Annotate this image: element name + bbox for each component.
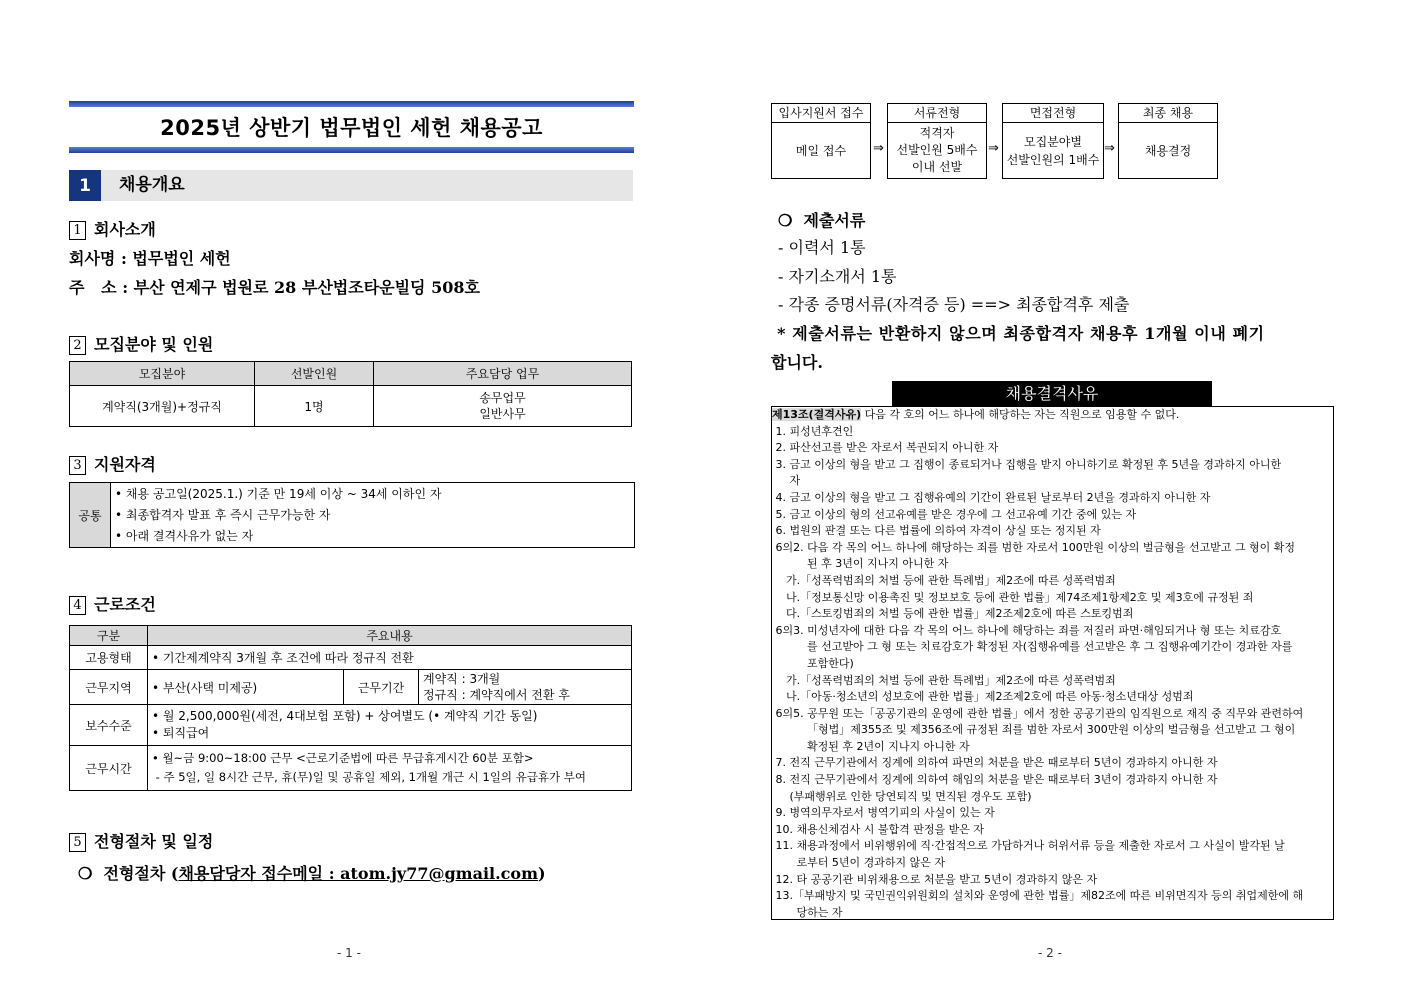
- qualify-item: • 채용 공고일(2025.1.) 기준 만 19세 이상 ~ 34세 이하인 자: [115, 486, 442, 501]
- reason-line: 8. 전직 근무기관에서 징계에 의하여 해임의 처분을 받은 때로부터 3년이 경과하지 아니한 자: [772, 773, 1218, 787]
- table-header: 모집분야: [70, 362, 255, 386]
- reason-line: 를 선고받아 그 형 또는 치료감호가 확정된 자(집행유예를 선고받은 후 그 집행유예기간이 경과한 자를: [772, 640, 1293, 654]
- reason-line: 나.「정보통신망 이용촉진 및 정보보호 등에 관한 법률」제74조제1항제2호 및 제3호에 규정된 죄: [772, 590, 1254, 604]
- reason-line: 로부터 5년이 경과하지 않은 자: [772, 856, 945, 870]
- step-title: 최종 채용: [1119, 104, 1217, 123]
- hours-values: [148, 746, 632, 791]
- page-number-2: - 2 -: [1038, 946, 1062, 960]
- reason-line: 6의3. 미성년자에 대한 다음 각 목의 어느 하나에 해당하는 죄를 저질러 파면·해임되거나 형 또는 치료감호: [772, 623, 1282, 637]
- period-item: 정규직 : 계약직에서 전환 후: [423, 688, 570, 702]
- region-value: • 부산(사택 미제공): [148, 670, 344, 705]
- step-title: 입사지원서 접수: [772, 104, 870, 123]
- step-body: [1119, 123, 1217, 178]
- heading-number-box: 1: [69, 221, 86, 240]
- qualify-label: 공통: [70, 483, 111, 548]
- conditions-heading: [69, 592, 156, 615]
- step-body-line: 메일 접수: [795, 143, 847, 158]
- heading-number-box: 4: [69, 596, 86, 615]
- conditions-table: [69, 625, 632, 791]
- period-item: 계약직 : 3개월: [423, 672, 501, 686]
- pay-values: [148, 705, 632, 746]
- document-title: 2025년 상반기 법무법인 세헌 채용공고: [69, 107, 634, 147]
- recruit-field: 계약직(3개월)+정규직: [70, 386, 255, 427]
- reason-line: 10. 채용신체검사 시 불합격 판정을 받은 자: [772, 822, 984, 836]
- docs-item: - 자기소개서 1통: [778, 267, 897, 286]
- hours-label: 근무시간: [70, 746, 148, 791]
- reason-line: (부패행위로 인한 당연퇴직 및 면직된 경우도 포함): [772, 789, 1032, 803]
- step-arrow: ⇒: [988, 141, 999, 156]
- qualify-item: • 최종합격자 발표 후 즉시 근무가능한 자: [115, 507, 331, 522]
- procedure-line: [78, 861, 546, 884]
- qualify-table: [69, 482, 635, 548]
- reason-line: 2. 파산선고를 받은 자로서 복권되지 아니한 자: [772, 441, 999, 455]
- reason-line: 6. 법원의 판결 또는 다른 법률에 의하여 자격이 상실 또는 정지된 자: [772, 524, 1101, 538]
- recruit-email-link[interactable]: 채용담당자 접수메일 : atom.jy77@gmail.com: [178, 864, 539, 883]
- step-arrow: ⇒: [1104, 141, 1115, 156]
- hours-item: • 월~금 9:00~18:00 근무 <근로기준법에 따른 무급휴게시간 60분 포함>: [152, 751, 534, 765]
- table-header: 주요내용: [148, 626, 632, 646]
- reason-line: 12. 타 공공기관 비위채용으로 처분을 받고 5년이 경과하지 않은 자: [772, 872, 1098, 886]
- reasons-list: [772, 424, 1333, 922]
- region-label: 근무지역: [70, 670, 148, 705]
- employ-value: • 기간제계약직 3개월 후 조건에 따라 정규직 전환: [148, 646, 632, 670]
- reason-line: 7. 전직 근무기관에서 징계에 의하여 파면의 처분을 받은 때로부터 5년이 경과하지 아니한 자: [772, 756, 1218, 770]
- step-body-line: 채용결정: [1144, 143, 1192, 158]
- pay-label: 보수수준: [70, 705, 148, 746]
- reasons-intro-bold: 제13조(결격사유): [772, 408, 862, 421]
- reason-line: 「형법」제355조 및 제356조에 규정된 죄를 범한 자로서 300만원 이상의 벌금형을 선고받고 그 형이: [772, 723, 1296, 737]
- pay-item: • 퇴직급여: [152, 726, 210, 740]
- recruit-table: [69, 361, 632, 427]
- step-body-line: 선발인원 5배수: [896, 143, 978, 157]
- step-body-line: 모집분야별: [1024, 134, 1082, 149]
- reason-line: 나.「아동·청소년의 성보호에 관한 법률」제2조제2호에 따른 아동·청소년대상 성범죄: [772, 690, 1194, 704]
- reason-line: 5. 금고 이상의 형의 선고유예를 받은 경우에 그 선고유예 기간 중에 있는 자: [772, 507, 1137, 521]
- section-number: 1: [69, 170, 101, 201]
- period-label: 근무기간: [344, 670, 419, 705]
- reason-line: 9. 병역의무자로서 병역기피의 사실이 있는 자: [772, 806, 995, 820]
- heading-number-box: 2: [69, 336, 86, 355]
- recruit-heading-text: 모집분야 및 인원: [94, 335, 214, 354]
- company-heading-text: 회사소개: [94, 220, 156, 239]
- heading-number-box: 5: [69, 833, 86, 852]
- company-heading: [69, 217, 156, 240]
- qualify-items: [111, 483, 635, 548]
- docs-item: - 이력서 1통: [778, 238, 866, 257]
- step-body-line: 선발인원의 1배수: [1006, 152, 1100, 167]
- step-final: [1118, 103, 1218, 179]
- step-interview: [1002, 103, 1104, 179]
- docs-item: - 각종 증명서류(자격증 등) ==> 최종합격후 제출: [778, 295, 1130, 314]
- step-body: [1003, 123, 1103, 178]
- reasons-box: [771, 406, 1334, 920]
- reason-line: 1. 피성년후견인: [772, 424, 854, 438]
- recruit-duties: [374, 386, 632, 427]
- procedure-suffix: ): [538, 864, 546, 883]
- reason-line: 된 후 3년이 지나지 아니한 자: [772, 557, 949, 571]
- duty-item: 일반사무: [479, 407, 526, 421]
- step-body-line: 이내 선발: [911, 160, 963, 174]
- reasons-heading: 채용결격사유: [892, 381, 1212, 406]
- step-apply: [771, 103, 871, 179]
- section-title: 채용개요: [119, 175, 185, 195]
- reason-line: 가.「성폭력범죄의 처벌 등에 관한 특례법」제2조에 따른 성폭력범죄: [772, 673, 1116, 687]
- step-body: [888, 123, 986, 178]
- procedure-heading-text: 전형절차 및 일정: [94, 832, 214, 851]
- reason-line: 6의5. 공무원 또는「공공기관의 운영에 관한 법률」에서 정한 공공기관의 임직원으로 재직 중 직무와 관련하여: [772, 706, 1304, 720]
- reason-line: 6의2. 다음 각 목의 어느 하나에 해당하는 죄를 범한 자로서 100만원 이상의 벌금형을 선고받고 그 형이 확정: [772, 540, 1295, 554]
- reason-line: 4. 금고 이상의 형을 받고 그 집행유예의 기간이 완료된 날로부터 2년을 경과하지 아니한 자: [772, 490, 1211, 504]
- heading-number-box: 3: [69, 456, 86, 475]
- reason-line: 가.「성폭력범죄의 처벌 등에 관한 특례법」제2조에 따른 성폭력범죄: [772, 573, 1116, 587]
- conditions-heading-text: 근로조건: [94, 595, 156, 614]
- page-number-1: - 1 -: [337, 946, 361, 960]
- recruit-heading: [69, 332, 213, 355]
- company-address-line: 주 소 : 부산 연제구 법원로 28 부산법조타운빌딩 508호: [69, 278, 480, 297]
- reasons-intro: [772, 407, 1333, 424]
- qualify-heading-text: 지원자격: [94, 455, 156, 474]
- reason-line: 당하는 자: [772, 905, 843, 919]
- step-title: 면접전형: [1003, 104, 1103, 123]
- step-documents: [887, 103, 987, 179]
- table-header: 선발인원: [255, 362, 374, 386]
- reasons-intro-rest: 다음 각 호의 어느 하나에 해당하는 자는 직원으로 임용할 수 없다.: [861, 408, 1180, 421]
- procedure-prefix: ❍ 전형절차 (: [78, 864, 179, 883]
- title-banner: [69, 101, 634, 153]
- step-body-line: 적격자: [919, 126, 955, 140]
- section-header-overview: [69, 170, 633, 201]
- recruit-count: 1명: [255, 386, 374, 427]
- table-header: 구분: [70, 626, 148, 646]
- hours-item: - 주 5일, 일 8시간 근무, 휴(무)일 및 공휴일 제외, 1개월 개근 시 1일의 유급휴가 부여: [152, 770, 587, 784]
- reason-line: 확정된 후 2년이 지나지 아니한 자: [772, 739, 970, 753]
- reason-line: 11. 채용과정에서 비위행위에 직·간접적으로 가담하거나 허위서류 등을 제출한 자로서 그 사실이 발각된 날: [772, 839, 1285, 853]
- pay-item: • 월 2,500,000원(세전, 4대보험 포함) + 상여별도 (• 계약직 기간 동일): [152, 709, 538, 723]
- reason-line: 다.「스토킹범죄의 처벌 등에 관한 법률」제2조제2호에 따른 스토킹범죄: [772, 607, 1134, 621]
- step-arrow: ⇒: [873, 141, 884, 156]
- docs-note-line1: * 제출서류는 반환하지 않으며 최종합격자 채용후 1개월 이내 폐기: [771, 324, 1265, 343]
- procedure-heading: [69, 829, 213, 852]
- step-body: [772, 123, 870, 178]
- duty-item: 송무업무: [479, 391, 526, 405]
- employ-label: 고용형태: [70, 646, 148, 670]
- docs-note-line2: 합니다.: [771, 353, 823, 372]
- step-title: 서류전형: [888, 104, 986, 123]
- table-header: 주요담당 업무: [374, 362, 632, 386]
- company-name-line: 회사명 : 법무법인 세헌: [69, 249, 231, 268]
- reason-line: 13.「부패방지 및 국민권익위원회의 설치와 운영에 관한 법률」제82조에 따른 비위면직자 등의 취업제한에 해: [772, 889, 1304, 903]
- qualify-item: • 아래 결격사유가 없는 자: [115, 528, 254, 543]
- reason-line: 포함한다): [772, 656, 854, 670]
- period-values: [419, 670, 632, 705]
- docs-heading: ❍ 제출서류: [778, 211, 866, 230]
- reason-line: 자: [772, 474, 801, 488]
- qualify-heading: [69, 452, 156, 475]
- reason-line: 3. 금고 이상의 형을 받고 그 집행이 종료되거나 집행을 받지 아니하기로 확정된 후 5년을 경과하지 아니한: [772, 457, 1282, 471]
